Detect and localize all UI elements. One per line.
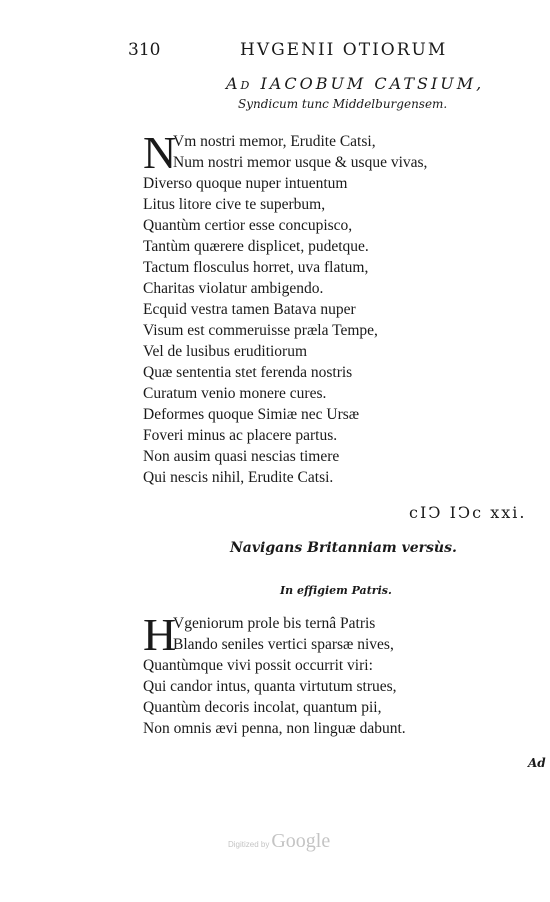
catchword: Ad [528, 756, 546, 770]
opening-lines [143, 609, 406, 660]
poem-line: Tantùm quærere displicet, pudetque. [143, 238, 369, 255]
poem-line: Qui nescis nihil, Erudite Catsi. [143, 469, 334, 486]
poem-line: Blando seniles vertici sparsæ nives, [173, 636, 394, 653]
poem-line: Litus litore cive te superbum, [143, 196, 326, 213]
poem-line: Non omnis ævi penna, non linguæ dabunt. [143, 720, 406, 737]
google-logo: Google [271, 830, 331, 852]
poem-line: Charitas violatur ambigendo. [143, 280, 324, 297]
poem-line: Deformes quoque Simiæ nec Ursæ [143, 406, 360, 423]
running-head: HVGENII OTIORUM [240, 40, 448, 60]
date-line: cIↃ IↃc xxi. [409, 503, 527, 522]
poem-line: Quæ sententia stet ferenda nostris [143, 364, 353, 381]
poem-line: Diverso quoque nuper intuentum [143, 175, 348, 192]
poem-line: Qui candor intus, quanta virtutum strues, [143, 678, 397, 695]
poem-title: Ad IACOBUM CATSIUM, [226, 74, 485, 93]
poem-line: Tactum flosculus horret, uva flatum, [143, 259, 369, 276]
drop-cap: H [143, 609, 177, 660]
poem-line: Quantùm certior esse concupisco, [143, 217, 353, 234]
section-title: Navigans Britanniam versùs. [230, 540, 457, 556]
digitization-watermark [228, 830, 330, 853]
poem-line: Ecquid vestra tamen Batava nuper [143, 301, 356, 318]
poem-line: Quantùm decoris incolat, quantum pii, [143, 699, 382, 716]
poem-body [143, 127, 428, 488]
poem-line: Visum est commeruisse præla Tempe, [143, 322, 378, 339]
page-number: 310 [128, 40, 161, 60]
watermark-text: Digitized by [228, 840, 270, 849]
section-subtitle: In effigiem Patris. [280, 584, 392, 597]
poem-line: Vm nostri memor, Erudite Catsi, [173, 133, 376, 150]
poem-line: Vel de lusibus eruditiorum [143, 343, 308, 360]
poem-line: Num nostri memor usque & usque vivas, [173, 154, 428, 171]
poem-line: Vgeniorum prole bis ternâ Patris [173, 615, 376, 632]
poem-line: Non ausim quasi nescias timere [143, 448, 340, 465]
poem-body [143, 609, 406, 739]
running-header [0, 40, 550, 64]
drop-cap: N [143, 127, 177, 178]
poem-line: Foveri minus ac placere partus. [143, 427, 338, 444]
opening-lines [143, 127, 428, 178]
poem-line: Quantùmque vivi possit occurrit viri: [143, 657, 373, 674]
poem-line: Curatum venio monere cures. [143, 385, 327, 402]
poem-subtitle: Syndicum tunc Middelburgensem. [238, 97, 448, 111]
